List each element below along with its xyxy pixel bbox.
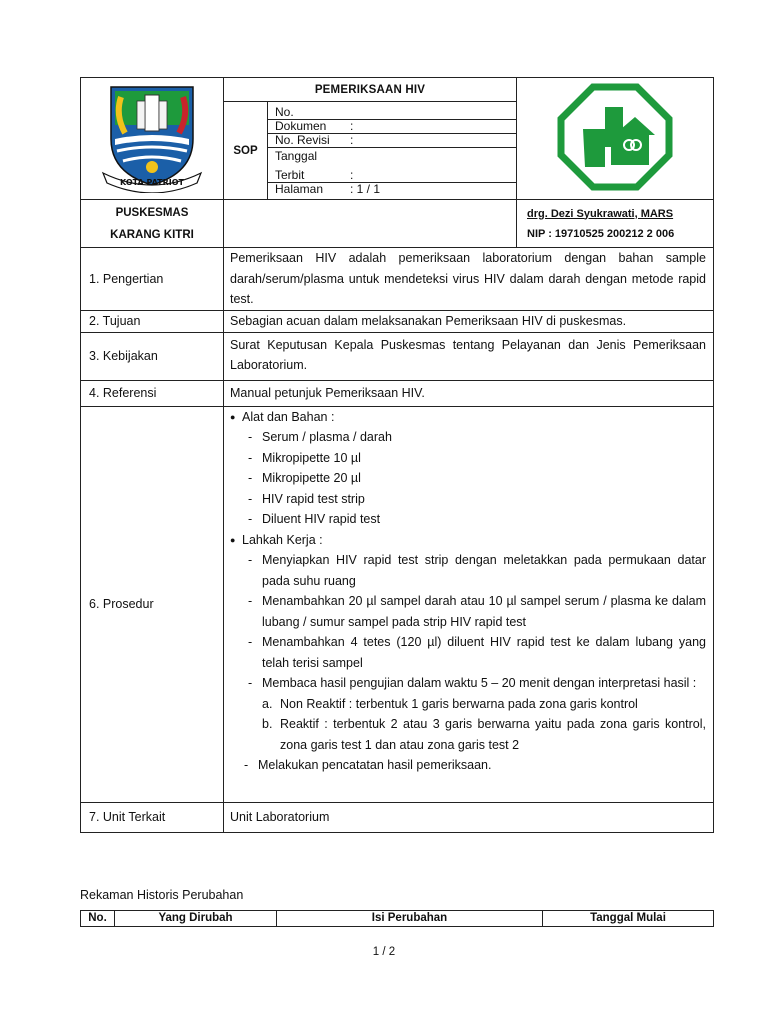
history-title: Rekaman Historis Perubahan (80, 888, 244, 902)
sop-header (80, 77, 714, 248)
history-col-yang-dirubah: Yang Dirubah (115, 911, 277, 927)
list-item: - Mikropipette 10 µl (248, 450, 361, 465)
left-logo-cell (81, 78, 224, 200)
langkah-heading: ● Lahkah Kerja : (224, 530, 706, 551)
step-item: - Menambahkan 4 tetes (120 µl) diluent HIV rapid test ke dalam lubang yang telah terisi sampel (248, 635, 706, 670)
unit-terkait-label: 7. Unit Terkait (81, 802, 224, 832)
list-item: - Serum / plasma / darah (248, 430, 392, 444)
sop-content-table (80, 247, 714, 833)
row-tujuan (81, 310, 714, 332)
list-item: - Diluent HIV rapid test (248, 512, 381, 526)
kebijakan-text: Surat Keputusan Kepala Puskesmas tentang Pelayanan dan Jenis Pemeriksaan Laboratorium. (224, 332, 714, 380)
document-info (268, 102, 517, 200)
doc-terbit-value: : (350, 163, 516, 183)
list-item: - Mikropipette 20 µl (248, 471, 361, 485)
doc-tanggal-label: Tanggal (275, 149, 318, 163)
doc-halaman-value: : 1 / 1 (350, 182, 381, 196)
signer-name: drg. Dezi Syukrawati, MARS (527, 207, 674, 220)
step-item: - Membaca hasil pengujian dalam waktu 5 – 20 menit dengan interpretasi hasil : (248, 676, 697, 690)
sop-label: SOP (224, 102, 268, 200)
crest-motto-text: KOTA PATRIOT (119, 178, 185, 187)
pengertian-text: Pemeriksaan HIV adalah pemeriksaan laboratorium dengan bahan sample darah/serum/plasma untuk mendeteksi virus HIV dalam darah dengan metode rapid test. (224, 248, 714, 311)
list-item: - HIV rapid test strip (248, 491, 365, 506)
history-table (80, 910, 714, 927)
step-subitem: a. Non Reaktif : terbentuk 1 garis berwarna pada zona garis kontrol (262, 696, 638, 711)
kebijakan-label: 3. Kebijakan (81, 332, 224, 380)
row-pengertian (81, 248, 714, 311)
history-col-tanggal-mulai: Tanggal Mulai (543, 911, 714, 927)
row-kebijakan (81, 332, 714, 380)
doc-halaman-label: Halaman (275, 182, 324, 196)
history-col-no: No. (81, 911, 115, 927)
signer-nip: NIP : 19710525 200212 2 006 (527, 227, 675, 240)
right-logo-cell (517, 78, 714, 200)
step-item: - Melakukan pencatatan hasil pemeriksaan. (244, 758, 492, 772)
doc-dokumen-label: Dokumen (268, 120, 350, 134)
puskesmas-name (81, 200, 224, 248)
step-item: - Menambahkan 20 µl sampel darah atau 10 µl sampel serum / plasma ke dalam lubang / sumur sampel pada strip HIV rapid test (248, 594, 706, 629)
step-item: - Menyiapkan HIV rapid test strip dengan meletakkan pada permukaan datar pada suhu ruang (248, 553, 706, 588)
unit-terkait-text: Unit Laboratorium (224, 802, 714, 832)
prosedur-content (224, 406, 714, 802)
row-prosedur (81, 406, 714, 802)
puskesmas-line2: KARANG KITRI (110, 228, 194, 241)
tujuan-text: Sebagian acuan dalam melaksanakan Pemeriksaan HIV di puskesmas. (224, 310, 714, 332)
page-number: 1 / 2 (372, 946, 396, 958)
document-title: PEMERIKSAAN HIV (224, 78, 517, 102)
row-unit-terkait (81, 802, 714, 832)
history-col-isi-perubahan: Isi Perubahan (277, 911, 543, 927)
referensi-text: Manual petunjuk Pemeriksaan HIV. (224, 380, 714, 406)
blank-cell (224, 200, 517, 248)
bullet-icon: ● (230, 534, 236, 545)
doc-revisi-value: : (350, 134, 516, 148)
alat-heading: ● Alat dan Bahan : (224, 407, 706, 428)
puskesmas-line1: PUSKESMAS (115, 206, 189, 219)
bullet-icon: ● (230, 411, 236, 422)
doc-terbit-label: Terbit (268, 163, 350, 183)
history-header-row (81, 911, 714, 927)
kota-bekasi-crest-icon (97, 81, 207, 193)
doc-no-label: No. (268, 105, 516, 120)
doc-revisi-label: No. Revisi (268, 134, 350, 148)
doc-dokumen-value: : (350, 120, 516, 134)
referensi-label: 4. Referensi (81, 380, 224, 406)
tujuan-label: 2. Tujuan (81, 310, 224, 332)
prosedur-label: 6. Prosedur (81, 406, 224, 802)
step-subitem: b. Reaktif : terbentuk 2 atau 3 garis berwarna yaitu pada zona garis kontrol, zona garis test 1 dan atau zona garis test 2 (262, 717, 706, 752)
row-referensi (81, 380, 714, 406)
puskesmas-logo-icon (555, 81, 675, 193)
pengertian-label: 1. Pengertian (81, 248, 224, 311)
signer-block (517, 200, 714, 248)
